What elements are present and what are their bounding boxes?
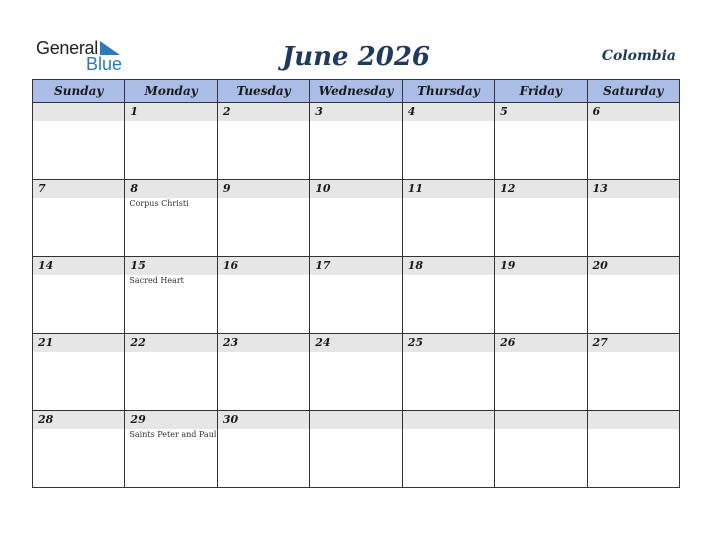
day-number: 18 — [403, 257, 494, 275]
day-number — [403, 411, 494, 429]
day-number: 4 — [403, 103, 494, 121]
day-cell — [33, 257, 125, 334]
day-cell — [495, 334, 587, 411]
day-number: 23 — [218, 334, 309, 352]
day-cell — [33, 180, 125, 257]
day-cell — [217, 257, 309, 334]
weekday-header: Thursday — [402, 80, 494, 103]
day-number: 24 — [310, 334, 401, 352]
day-cell — [587, 257, 679, 334]
day-number — [588, 411, 679, 429]
day-cell — [587, 334, 679, 411]
day-number: 16 — [218, 257, 309, 275]
day-cell — [33, 334, 125, 411]
day-number — [33, 103, 124, 121]
weekday-header: Monday — [125, 80, 217, 103]
logo-text-blue: Blue — [86, 54, 123, 74]
country-label: Colombia — [601, 48, 676, 64]
weekday-header: Sunday — [33, 80, 125, 103]
holiday-label: Sacred Heart — [129, 276, 184, 285]
day-number: 29 — [125, 411, 216, 429]
day-number: 22 — [125, 334, 216, 352]
day-number: 15 — [125, 257, 216, 275]
day-number: 25 — [403, 334, 494, 352]
day-cell — [217, 411, 309, 488]
calendar-grid — [32, 79, 680, 488]
day-cell — [402, 334, 494, 411]
holiday-label: Saints Peter and Paul — [129, 430, 217, 439]
day-cell — [125, 103, 217, 180]
day-cell — [495, 257, 587, 334]
day-number: 11 — [403, 180, 494, 198]
day-number: 27 — [588, 334, 679, 352]
day-number: 19 — [495, 257, 586, 275]
day-cell — [125, 180, 217, 257]
day-number: 14 — [33, 257, 124, 275]
day-cell — [495, 180, 587, 257]
day-number — [310, 411, 401, 429]
day-cell — [310, 334, 402, 411]
day-cell — [402, 103, 494, 180]
day-cell — [310, 180, 402, 257]
logo-text-general: General — [36, 38, 98, 58]
day-cell — [310, 257, 402, 334]
day-cell — [217, 103, 309, 180]
day-cell — [310, 411, 402, 488]
day-cell — [310, 103, 402, 180]
day-cell — [402, 411, 494, 488]
weekday-header: Saturday — [587, 80, 679, 103]
calendar-title: June 2026 — [281, 42, 431, 72]
day-cell — [125, 257, 217, 334]
day-cell — [217, 334, 309, 411]
day-cell — [495, 103, 587, 180]
day-number: 7 — [33, 180, 124, 198]
day-number: 1 — [125, 103, 216, 121]
weekday-header: Friday — [495, 80, 587, 103]
day-cell — [402, 257, 494, 334]
day-number: 2 — [218, 103, 309, 121]
day-number: 6 — [588, 103, 679, 121]
day-number: 5 — [495, 103, 586, 121]
day-number: 20 — [588, 257, 679, 275]
day-number — [495, 411, 586, 429]
day-number: 30 — [218, 411, 309, 429]
week-row — [33, 411, 680, 488]
week-row — [33, 103, 680, 180]
week-row — [33, 180, 680, 257]
holiday-label: Corpus Christi — [129, 199, 189, 208]
day-number: 9 — [218, 180, 309, 198]
day-number: 10 — [310, 180, 401, 198]
day-cell — [587, 103, 679, 180]
day-number: 12 — [495, 180, 586, 198]
day-number: 13 — [588, 180, 679, 198]
day-cell — [587, 411, 679, 488]
day-number: 21 — [33, 334, 124, 352]
day-cell — [402, 180, 494, 257]
day-cell — [33, 103, 125, 180]
week-row — [33, 334, 680, 411]
day-number: 17 — [310, 257, 401, 275]
day-cell — [495, 411, 587, 488]
weekday-header-row — [33, 80, 680, 103]
day-cell — [125, 411, 217, 488]
day-cell — [217, 180, 309, 257]
day-number: 28 — [33, 411, 124, 429]
day-cell — [587, 180, 679, 257]
weekday-header: Tuesday — [217, 80, 309, 103]
weekday-header: Wednesday — [310, 80, 402, 103]
day-cell — [125, 334, 217, 411]
day-number: 8 — [125, 180, 216, 198]
week-row — [33, 257, 680, 334]
day-cell — [33, 411, 125, 488]
day-number: 26 — [495, 334, 586, 352]
day-number: 3 — [310, 103, 401, 121]
